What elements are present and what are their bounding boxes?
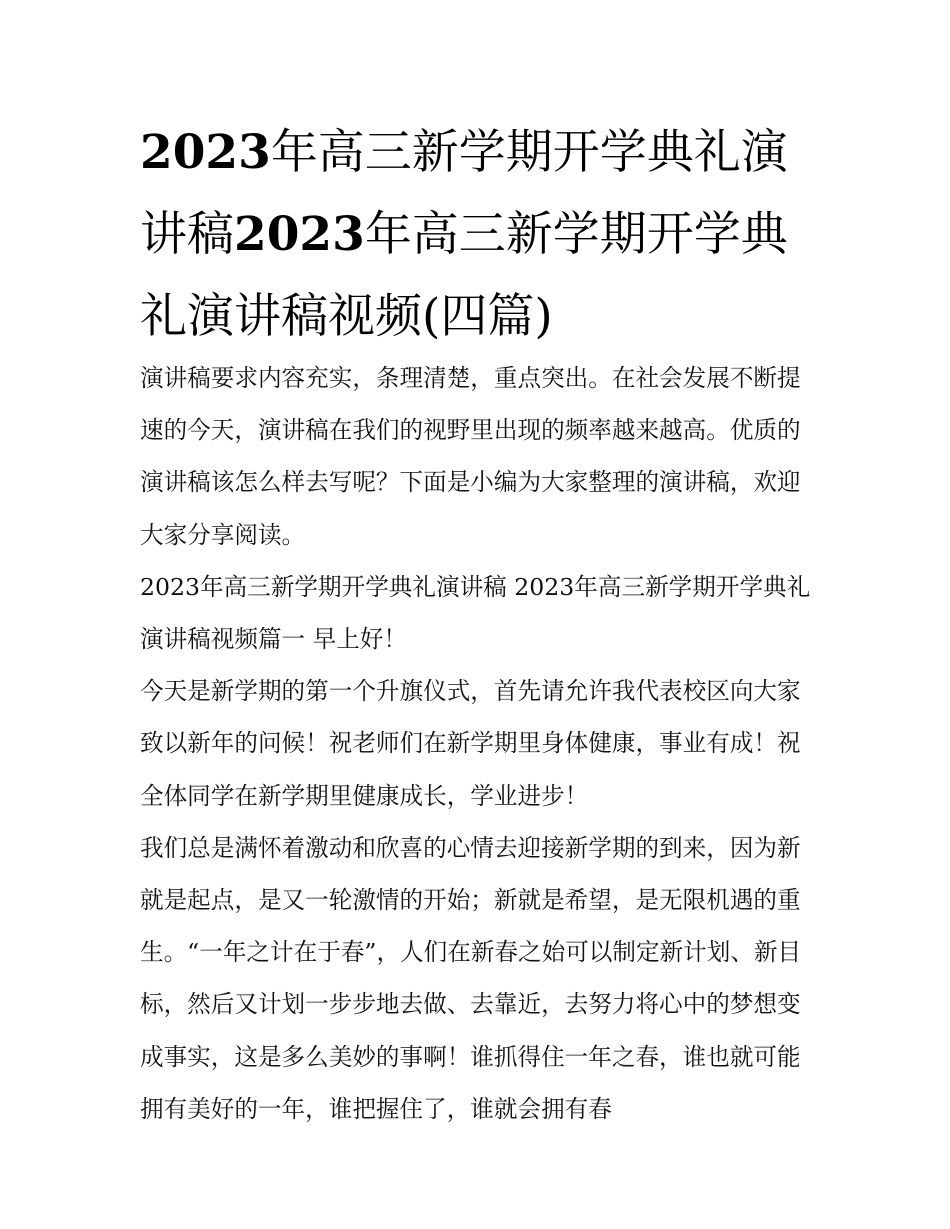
title-year-2: 2023 — [234, 207, 365, 262]
body-paragraph: 今天是新学期的第一个升旗仪式，首先请允许我代表校区向大家致以新年的问候！祝老师们在新学期里身体健康，事业有成！祝全体同学在新学期里健康成长，学业进步！ — [140, 677, 801, 810]
title-text-1: 年高三新学期开学典礼演讲稿 — [140, 125, 788, 262]
document-title — [140, 112, 820, 358]
section-heading-paragraph: 2023年高三新学期开学典礼演讲稿 2023年高三新学期开学典礼演讲稿视频篇一 早上好！ — [140, 572, 811, 654]
document-body — [140, 352, 818, 1135]
title-year-1: 2023 — [140, 125, 271, 180]
body-paragraph: 我们总是满怀着激动和欣喜的心情去迎接新学期的到来，因为新就是起点，是又一轮激情的开始；新就是希望，是无限机遇的重生。“一年之计在于春”，人们在新春之始可以制定新计划、新目标，然后又计划一步步地去做、去靠近，去努力将心中的梦想变成事实，这是多么美妙的事啊！谁抓得住一年之春，谁也就可能拥有美好的一年，谁把握住了，谁就会拥有春 — [140, 833, 802, 1123]
title-text-2: 年高三新学期开学典礼演讲稿视频(四篇) — [140, 207, 788, 344]
intro-paragraph: 演讲稿要求内容充实，条理清楚，重点突出。在社会发展不断提速的今天，演讲稿在我们的视野里出现的频率越来越高。优质的演讲稿该怎么样去写呢？下面是小编为大家整理的演讲稿，欢迎大家分享阅读。 — [140, 364, 801, 549]
